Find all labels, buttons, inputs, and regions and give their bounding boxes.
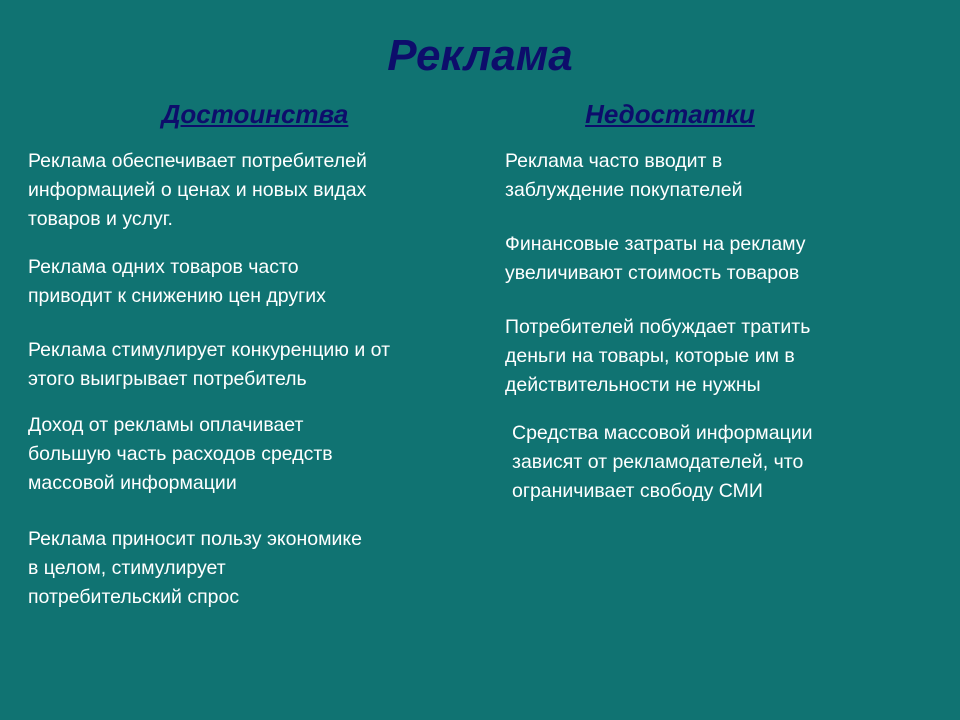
- advantage-item: Реклама одних товаров часто приводит к снижению цен других: [28, 256, 326, 307]
- advantage-item: Реклама приносит пользу экономике в целом, стимулирует потребительский спрос: [28, 528, 362, 608]
- disadvantage-item: Средства массовой информации зависят от рекламодателей, что ограничивает свободу СМИ: [512, 422, 813, 502]
- advantage-item: Реклама обеспечивает потребителей информацией о ценах и новых видах товаров и услуг.: [28, 150, 367, 230]
- advantage-item: Доход от рекламы оплачивает большую часть расходов средств массовой информации: [28, 414, 333, 494]
- disadvantage-item: Потребителей побуждает тратить деньги на товары, которые им в действительности не нужны: [505, 316, 811, 396]
- advantage-item: Реклама стимулирует конкуренцию и от этого выигрывает потребитель: [28, 339, 390, 390]
- advantages-heading: Достоинства: [161, 99, 349, 129]
- disadvantage-item: Реклама часто вводит в заблуждение покупателей: [505, 150, 743, 201]
- disadvantages-heading: Недостатки: [585, 99, 755, 129]
- slide-title: Реклама: [387, 31, 573, 80]
- disadvantage-item: Финансовые затраты на рекламу увеличивают стоимость товаров: [505, 233, 806, 284]
